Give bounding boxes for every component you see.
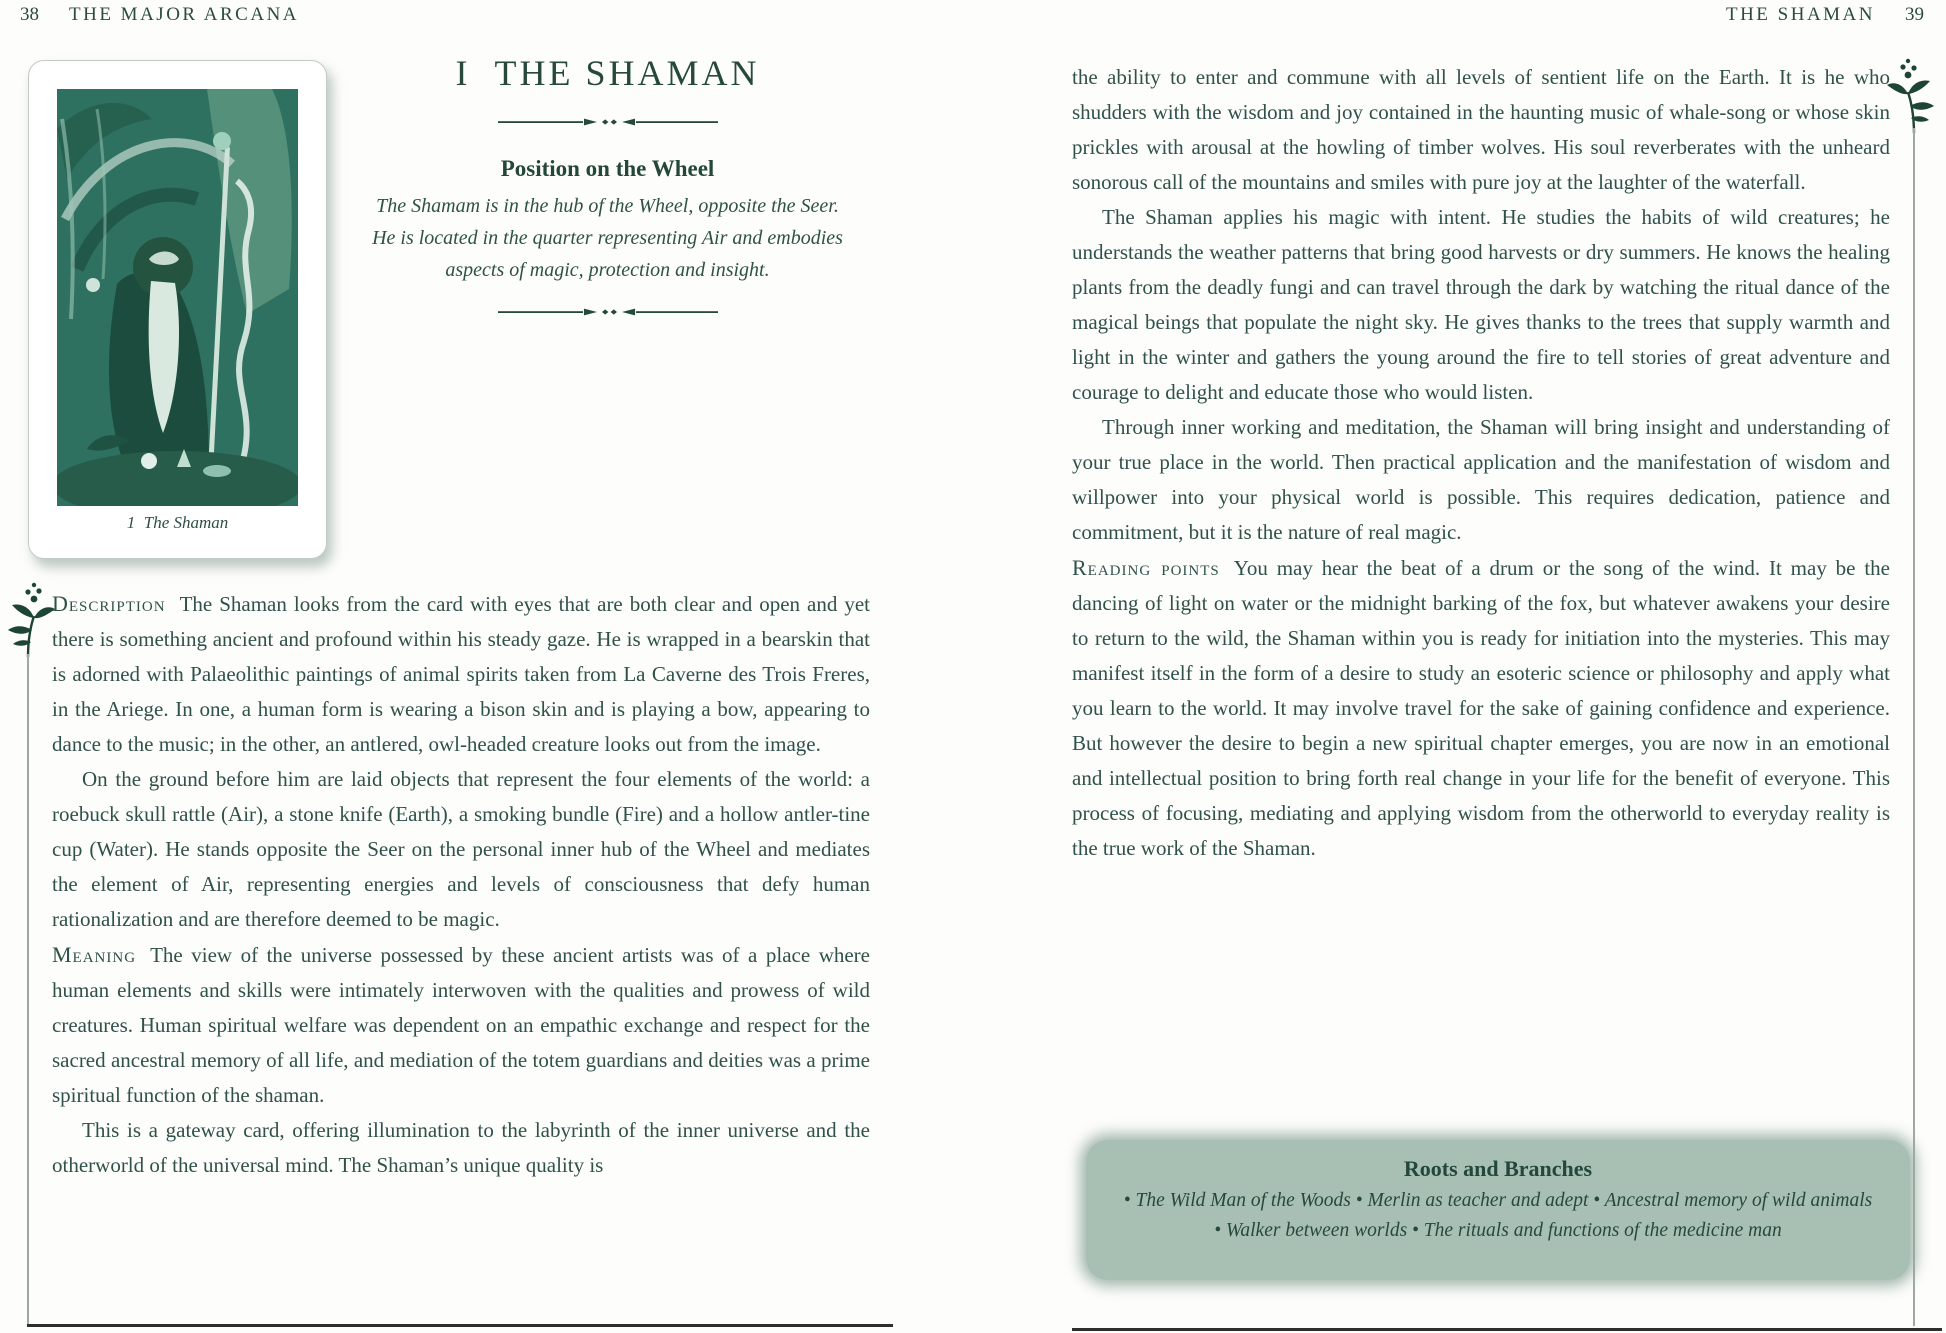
meaning-label: Meaning [52,942,137,967]
roots-box-title: Roots and Branches [1403,1156,1593,1181]
right-page-body [1072,60,1890,866]
tarot-card [28,60,327,559]
reading-points-paragraph [1072,550,1890,866]
left-margin-rule [27,654,29,1324]
divider-ornament-icon [498,304,718,320]
sprig-icon [1886,54,1938,134]
description-label: Description [52,591,166,616]
roots-box-items-line: • Walker between worlds • The rituals and functions of the medicine man [1214,1220,1782,1241]
card-caption: 1 The Shaman [126,513,229,532]
chapter-title-block [335,52,880,320]
description-paragraph [52,586,870,762]
description-text-1: The Shaman looks from the card with eyes that are both clear and open and yet there is something ancient and profound within his steady gaze. He is wrapped in a bearskin that is adorned with Palaeolithic paintings of animal spirits taken from La Caverne des Trois Freres, in the Ariege. In one, a human form is wearing a bison skin and is playing a bow, appearing to dance to the music; in the other, an antlered, owl-headed creature looks out from the image. [52,592,870,756]
position-text: The Shamam is in the hub of the Wheel, opposite the Seer. He is located in the quarter representing Air and embodies aspects of magic, protection and insight. [372,195,843,281]
meaning-paragraph: This is a gateway card, offering illumination to the labyrinth of the inner universe and the otherworld of the universal mind. The Shaman’s unique quality is [52,1118,870,1177]
meaning-text-1: The view of the universe possessed by these ancient artists was of a place where human elements and skills were intimately interwoven with the qualities and prowess of wild creatures. Human spiritual welfare was dependent on an empathic exchange and respect for the sacred ancestral memory of all life, and mediation of the totem guardians and deities was a prime spiritual function of the shaman. [52,943,870,1107]
running-title-left: THE MAJOR ARCANA [69,4,300,25]
sprig-icon [4,578,56,658]
shaman-card-art-svg [57,89,298,506]
running-title-right: THE SHAMAN [1725,4,1875,25]
reading-points-label: Reading points [1072,555,1220,580]
page-number-right: 39 [1905,4,1924,25]
running-head-right [1726,4,1924,26]
roots-box-items-line: • The Wild Man of the Woods • Merlin as teacher and adept • Ancestral memory of wild animals [1123,1190,1873,1211]
right-margin-rule [1913,128,1915,1326]
shaman-card-illustration [57,89,298,506]
left-page-body [52,586,870,1183]
divider-ornament-icon [498,114,718,130]
running-head-left [20,4,299,26]
meaning-paragraph [52,937,870,1113]
body-paragraph: The Shaman applies his magic with intent. He studies the habits of wild creatures; he understands the weather patterns that bring good harvests or dry summers. He knows the healing plants from the deadly fungi and can travel through the dark by watching the ritual dance of the magical beings that populate the night sky. He gives thanks to the trees that supply warmth and light in the winter and gathers the young around the fire to tell stories of great adventure and courage to delight and educate those who would listen. [1072,205,1890,404]
body-paragraph: the ability to enter and commune with all levels of sentient life on the Earth. It is he who shudders with the wisdom and joy contained in the haunting music of whale-song or whose skin prickles with arousal at the howling of timber wolves. His soul reverberates with the unheard sonorous call of the mountains and smiles with pure joy at the laughter of the waterfall. [1072,65,1890,194]
position-heading: Position on the Wheel [500,156,715,181]
reading-points-text: You may hear the beat of a drum or the song of the wind. It may be the dancing of light on water or the midnight barking of the fox, but whatever awakens your desire to return to the wild, the Shaman within you is ready for initiation into the mysteries. This may manifest itself in the form of a desire to study an esoteric science or philosophy and apply what you learn to the world. It may involve travel for the sake of gaining confidence and experience. But however the desire to begin a new spiritual chapter emerges, you are now in an emotional and intellectual position to bring forth real change in your life for the benefit of everyone. This process of focusing, mediating and applying wisdom from the otherworld to everyday reality is the true work of the Shaman. [1072,556,1891,860]
right-page-bottom-rule [1072,1328,1942,1331]
description-paragraph: On the ground before him are laid objects that represent the four elements of the world: a roebuck skull rattle (Air), a stone knife (Earth), a smoking bundle (Fire) and a hollow antler-tine cup (Water). He stands opposite the Seer on the personal inner hub of the Wheel and mediates the element of Air, representing energies and levels of consciousness that defy human rationalization and are therefore deemed to be magic. [52,767,870,931]
left-page-bottom-rule [27,1324,893,1327]
chapter-title: I THE SHAMAN [455,53,760,93]
page-number-left: 38 [20,4,39,25]
body-paragraph: Through inner working and meditation, the Shaman will bring insight and understanding of your true place in the world. Then practical application and the manifestation of wisdom and willpower into your physical world is possible. This requires dedication, patience and commitment, but it is the nature of real magic. [1072,415,1890,544]
roots-and-branches-box [1086,1140,1910,1280]
